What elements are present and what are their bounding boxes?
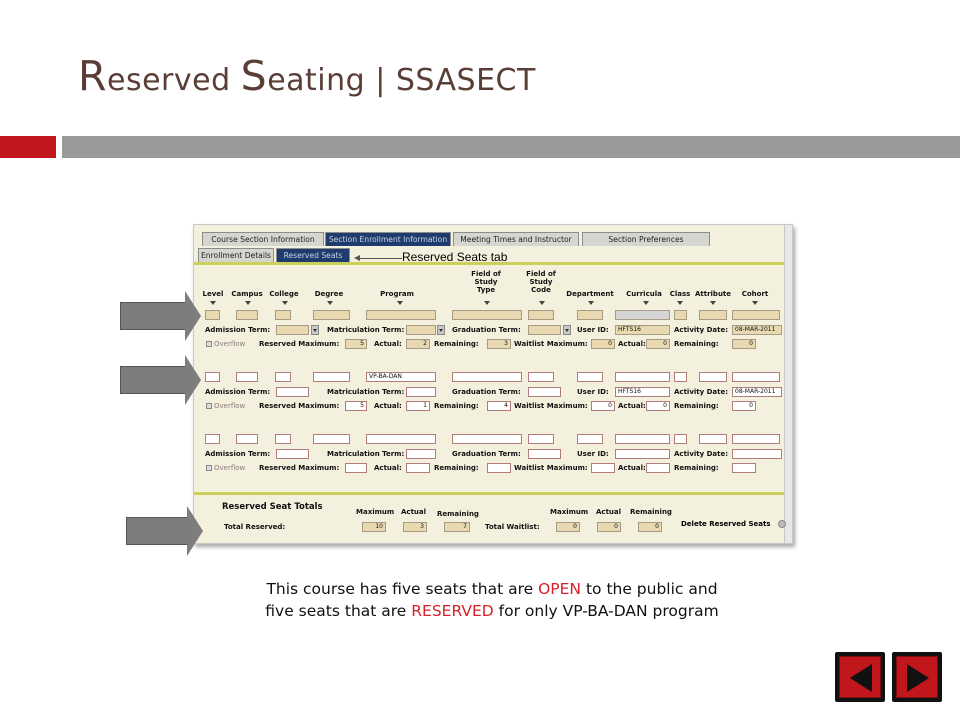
record3-cohort[interactable] (732, 434, 780, 444)
record3-admission-term[interactable] (276, 449, 309, 459)
record3-remaining (487, 463, 511, 473)
record1-program[interactable] (366, 310, 436, 320)
record2-degree[interactable] (313, 372, 350, 382)
record3-actual (406, 463, 430, 473)
title-initial-s: S (240, 52, 268, 100)
record1-overflow-checkbox[interactable] (206, 341, 212, 347)
record1-graduation-term-label: Graduation Term: (452, 326, 521, 334)
record2-level[interactable] (205, 372, 220, 382)
col-fos-code-line-1: Field of (526, 270, 556, 278)
program-dropdown-icon[interactable] (397, 301, 403, 305)
tab-enrollment-details[interactable]: Enrollment Details (198, 248, 274, 262)
col-program: Program (380, 290, 414, 298)
record1-campus[interactable] (236, 310, 258, 320)
col-degree: Degree (314, 290, 344, 298)
tab-section-preferences[interactable]: Section Preferences (582, 232, 710, 246)
record3-matriculation-term[interactable] (406, 449, 436, 459)
record3-college[interactable] (275, 434, 291, 444)
col-fos-type-line-2: Study (474, 278, 498, 286)
fos-code-dropdown-icon[interactable] (539, 301, 545, 305)
record1-pointer-arrow (120, 302, 186, 330)
col-attribute: Attribute (694, 290, 732, 298)
record3-overflow-label: Overflow (214, 464, 246, 472)
record2-class[interactable] (674, 372, 687, 382)
record3-fos-code[interactable] (528, 434, 554, 444)
record3-waitlist-actual (646, 463, 670, 473)
record1-waitlist-remaining: 0 (732, 339, 756, 349)
record2-campus[interactable] (236, 372, 258, 382)
record1-level[interactable] (205, 310, 220, 320)
record2-graduation-term-label: Graduation Term: (452, 388, 521, 396)
totals-divider (194, 492, 784, 495)
record1-remaining: 3 (487, 339, 511, 349)
record1-admission-term[interactable] (276, 325, 309, 335)
record2-waitlist-remaining-label: Remaining: (674, 402, 719, 410)
fos-type-dropdown-icon[interactable] (484, 301, 490, 305)
caption-line-2-start: five seats that are (265, 602, 412, 620)
record1-admission-term-dropdown[interactable] (311, 325, 319, 335)
title-accent-bar (0, 136, 56, 158)
class-dropdown-icon[interactable] (677, 301, 683, 305)
record1-user-id: HFTS16 (615, 325, 670, 335)
record3-remaining-label: Remaining: (434, 464, 479, 472)
caption-reserved-highlight: RESERVED (411, 602, 494, 620)
totals-hdr-remaining: Remaining (437, 510, 479, 518)
record3-waitlist-remaining (732, 463, 756, 473)
record2-waitlist-maximum[interactable]: 0 (591, 401, 615, 411)
record2-admission-term-label: Admission Term: (205, 388, 271, 396)
record3-graduation-term-label: Graduation Term: (452, 450, 521, 458)
record2-pointer-arrow (120, 366, 186, 394)
record3-waitlist-actual-label: Actual: (618, 464, 646, 472)
record1-waitlist-maximum[interactable]: 0 (591, 339, 615, 349)
record2-waitlist-maximum-label: Waitlist Maximum: (514, 402, 588, 410)
record2-department[interactable] (577, 372, 603, 382)
record1-reserved-maximum-label: Reserved Maximum: (259, 340, 340, 348)
record2-matriculation-term-label: Matriculation Term: (327, 388, 405, 396)
total-reserved-actual: 3 (403, 522, 427, 532)
record1-admission-term-label: Admission Term: (205, 326, 271, 334)
record2-overflow-label: Overflow (214, 402, 246, 410)
college-dropdown-icon[interactable] (282, 301, 288, 305)
totals-hdr-waitlist-maximum: Maximum (550, 508, 589, 516)
record1-attribute[interactable] (699, 310, 727, 320)
title-rule-bar (62, 136, 960, 158)
record1-graduation-term-dropdown[interactable] (563, 325, 571, 335)
record3-activity-date-label: Activity Date: (674, 450, 729, 458)
col-fos-type-line-1: Field of (471, 270, 501, 278)
caption-line-1 (0, 578, 960, 600)
totals-hdr-waitlist-actual: Actual (596, 508, 622, 516)
record2-waitlist-remaining: 0 (732, 401, 756, 411)
title-text-2: eating | SSASECT (267, 63, 536, 98)
record3-attribute[interactable] (699, 434, 727, 444)
col-class: Class (669, 290, 691, 298)
record1-waitlist-maximum-label: Waitlist Maximum: (514, 340, 588, 348)
form-screenshot (193, 224, 793, 544)
total-waitlist-label: Total Waitlist: (485, 523, 540, 531)
record1-fos-code[interactable] (528, 310, 554, 320)
record2-user-id-label: User ID: (577, 388, 609, 396)
record1-reserved-maximum[interactable]: 5 (345, 339, 367, 349)
record3-program[interactable] (366, 434, 436, 444)
level-dropdown-icon[interactable] (210, 301, 216, 305)
col-cohort: Cohort (741, 290, 769, 298)
record3-waitlist-remaining-label: Remaining: (674, 464, 719, 472)
record3-degree[interactable] (313, 434, 350, 444)
totals-hdr-waitlist-remaining: Remaining (630, 508, 672, 516)
record2-college[interactable] (275, 372, 291, 382)
callout-line (357, 258, 402, 259)
col-fos-code (519, 270, 563, 294)
record3-class[interactable] (674, 434, 687, 444)
caption-line-1-end: to the public and (581, 580, 718, 598)
record2-graduation-term[interactable] (528, 387, 561, 397)
col-fos-code-line-3: Code (531, 286, 551, 294)
record2-fos-type[interactable] (452, 372, 522, 382)
record3-graduation-term[interactable] (528, 449, 561, 459)
slide-title (78, 52, 536, 100)
totals-title: Reserved Seat Totals (222, 502, 323, 512)
record1-overflow-label: Overflow (214, 340, 246, 348)
record2-fos-code[interactable] (528, 372, 554, 382)
next-triangle-icon (907, 664, 929, 692)
tab-course-section-information[interactable]: Course Section Information (202, 232, 324, 246)
record1-remaining-label: Remaining: (434, 340, 479, 348)
record3-department[interactable] (577, 434, 603, 444)
record2-actual: 1 (406, 401, 430, 411)
callout-label: Reserved Seats tab (402, 250, 508, 264)
record1-waitlist-actual-label: Actual: (618, 340, 646, 348)
record3-actual-label: Actual: (374, 464, 402, 472)
department-dropdown-icon[interactable] (588, 301, 594, 305)
record2-attribute[interactable] (699, 372, 727, 382)
next-slide-button[interactable] (892, 652, 942, 702)
curricula-dropdown-icon[interactable] (643, 301, 649, 305)
col-level: Level (202, 290, 224, 298)
record2-curricula[interactable] (615, 372, 670, 382)
record2-remaining-label: Remaining: (434, 402, 479, 410)
caption-line-2-end: for only VP-BA-DAN program (493, 602, 719, 620)
record3-admission-term-label: Admission Term: (205, 450, 271, 458)
record3-campus[interactable] (236, 434, 258, 444)
record3-waitlist-maximum[interactable] (591, 463, 615, 473)
total-reserved-remaining: 7 (444, 522, 470, 532)
record1-cohort[interactable] (732, 310, 780, 320)
record1-graduation-term[interactable] (528, 325, 561, 335)
record1-user-id-label: User ID: (577, 326, 609, 334)
attribute-dropdown-icon[interactable] (710, 301, 716, 305)
record2-matriculation-term[interactable] (406, 387, 436, 397)
record3-user-id-label: User ID: (577, 450, 609, 458)
previous-slide-button[interactable] (835, 652, 885, 702)
record2-admission-term[interactable] (276, 387, 309, 397)
record2-waitlist-actual-label: Actual: (618, 402, 646, 410)
record1-class[interactable] (674, 310, 687, 320)
record1-activity-date: 08-MAR-2011 (732, 325, 782, 335)
totals-hdr-maximum: Maximum (356, 508, 395, 516)
record3-user-id (615, 449, 670, 459)
degree-dropdown-icon[interactable] (327, 301, 333, 305)
col-fos-type (464, 270, 508, 294)
record3-fos-type[interactable] (452, 434, 522, 444)
record1-actual-label: Actual: (374, 340, 402, 348)
record2-reserved-maximum-label: Reserved Maximum: (259, 402, 340, 410)
col-curricula: Curricula (626, 290, 662, 298)
record3-curricula[interactable] (615, 434, 670, 444)
record1-curricula[interactable] (615, 310, 670, 320)
record1-activity-date-label: Activity Date: (674, 326, 729, 334)
tab-reserved-seats[interactable]: Reserved Seats (276, 248, 350, 262)
total-waitlist-actual: 0 (597, 522, 621, 532)
record2-activity-date: 08-MAR-2011 (732, 387, 782, 397)
record1-matriculation-term-dropdown[interactable] (437, 325, 445, 335)
total-waitlist-maximum: 0 (556, 522, 580, 532)
cohort-dropdown-icon[interactable] (752, 301, 758, 305)
col-college: College (269, 290, 299, 298)
record3-waitlist-maximum-label: Waitlist Maximum: (514, 464, 588, 472)
caption-line-1-start: This course has five seats that are (266, 580, 539, 598)
record3-level[interactable] (205, 434, 220, 444)
form-scrollbar[interactable] (784, 225, 792, 543)
record2-cohort[interactable] (732, 372, 780, 382)
record3-matriculation-term-label: Matriculation Term: (327, 450, 405, 458)
delete-reserved-seats-toggle-icon[interactable] (778, 520, 786, 528)
slide-caption (0, 578, 960, 622)
col-fos-type-line-3: Type (476, 286, 496, 294)
total-reserved-label: Total Reserved: (224, 523, 286, 531)
totals-pointer-arrow (126, 517, 188, 545)
col-fos-code-line-2: Study (529, 278, 553, 286)
total-reserved-maximum: 10 (362, 522, 386, 532)
title-initial-r: R (78, 52, 107, 100)
record2-waitlist-actual: 0 (646, 401, 670, 411)
record3-reserved-maximum-label: Reserved Maximum: (259, 464, 340, 472)
col-department: Department (566, 290, 614, 298)
record1-matriculation-term-label: Matriculation Term: (327, 326, 405, 334)
record2-program[interactable]: VP-BA-DAN (366, 372, 436, 382)
totals-hdr-actual: Actual (401, 508, 427, 516)
caption-open-highlight: OPEN (538, 580, 582, 598)
col-campus: Campus (231, 290, 263, 298)
tab-section-enrollment-information[interactable]: Section Enrollment Information (325, 232, 451, 246)
record1-degree[interactable] (313, 310, 350, 320)
caption-line-2 (0, 600, 960, 622)
campus-dropdown-icon[interactable] (245, 301, 251, 305)
record1-waitlist-actual: 0 (646, 339, 670, 349)
delete-reserved-seats-label[interactable]: Delete Reserved Seats (681, 520, 771, 528)
title-text-1: eserved (107, 63, 241, 98)
record1-department[interactable] (577, 310, 603, 320)
record2-activity-date-label: Activity Date: (674, 388, 729, 396)
record2-reserved-maximum[interactable]: 5 (345, 401, 367, 411)
record3-overflow-checkbox[interactable] (206, 465, 212, 471)
tab-meeting-times-instructor[interactable]: Meeting Times and Instructor (453, 232, 579, 246)
record1-matriculation-term[interactable] (406, 325, 436, 335)
record2-actual-label: Actual: (374, 402, 402, 410)
total-waitlist-remaining: 0 (638, 522, 662, 532)
record2-overflow-checkbox[interactable] (206, 403, 212, 409)
record1-waitlist-remaining-label: Remaining: (674, 340, 719, 348)
record3-activity-date (732, 449, 782, 459)
record1-actual: 2 (406, 339, 430, 349)
record2-remaining: 4 (487, 401, 511, 411)
previous-triangle-icon (850, 664, 872, 692)
record1-college[interactable] (275, 310, 291, 320)
record1-fos-type[interactable] (452, 310, 522, 320)
record2-user-id: HFTS16 (615, 387, 670, 397)
record3-reserved-maximum[interactable] (345, 463, 367, 473)
